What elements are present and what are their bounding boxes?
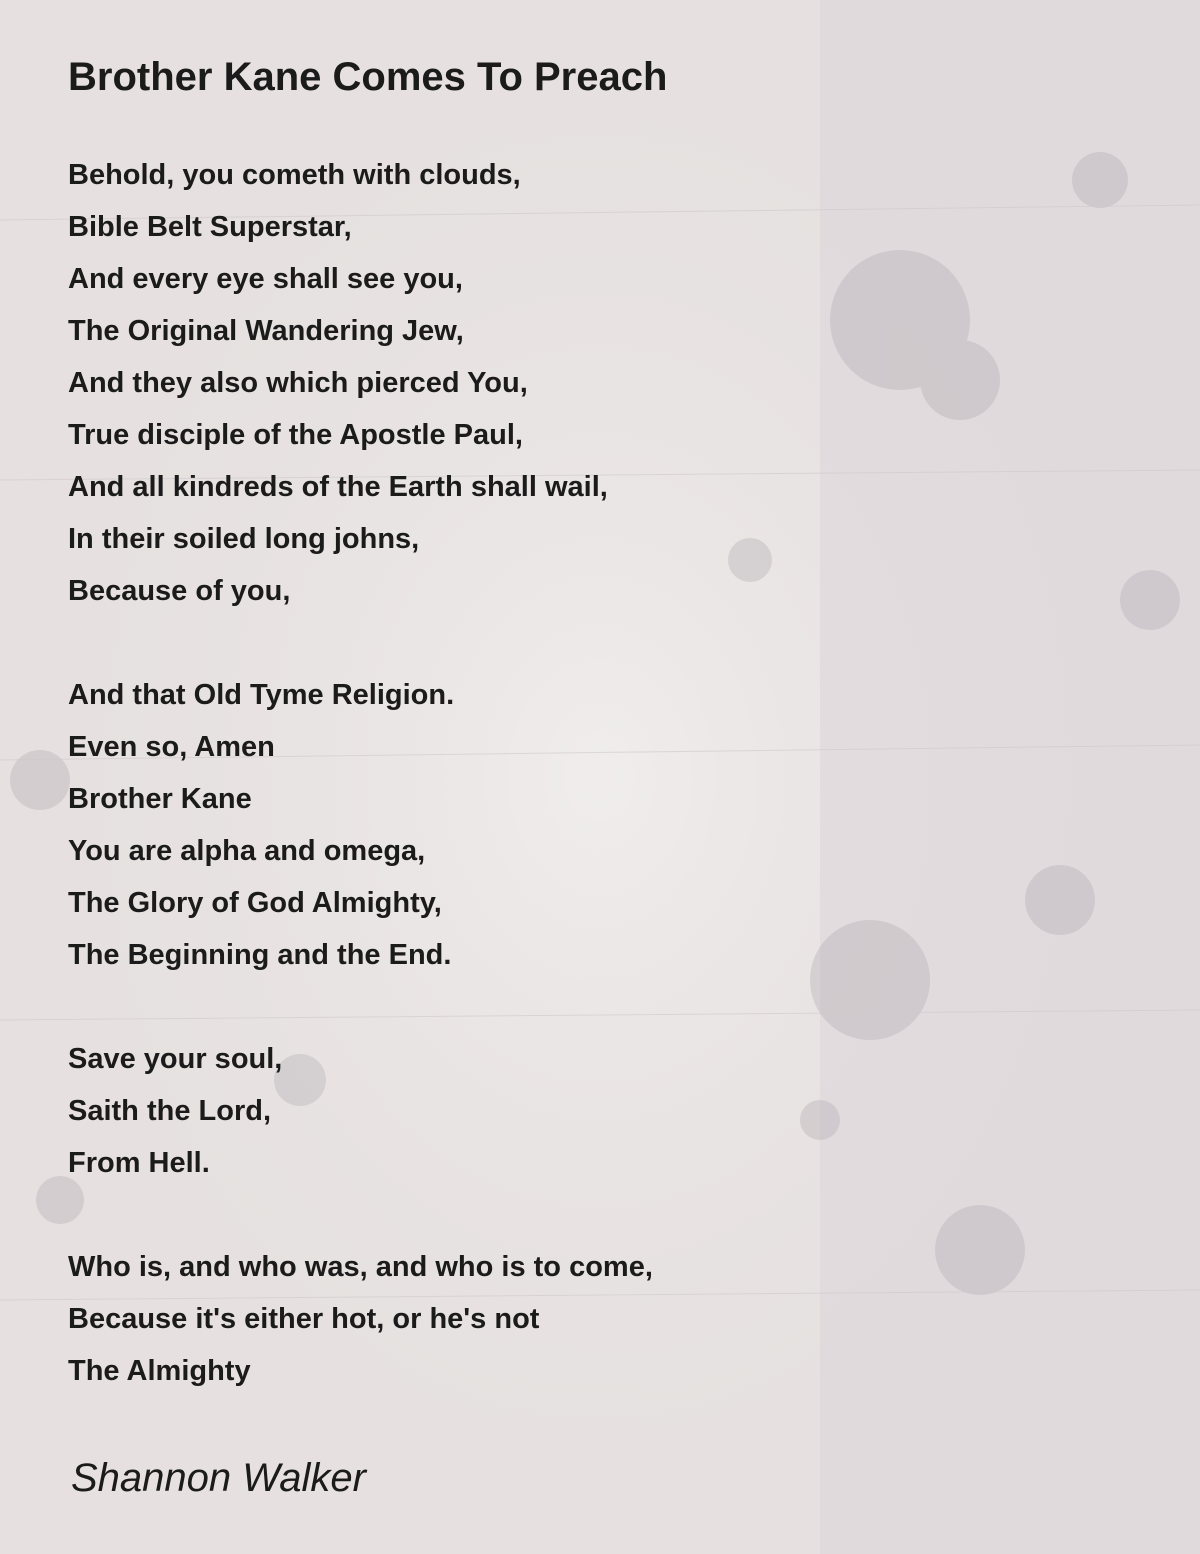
poem-line: Brother Kane: [68, 783, 252, 815]
poem-line: And every eye shall see you,: [68, 263, 463, 295]
poem-body: [68, 149, 653, 1449]
stanza-3: [68, 1033, 653, 1189]
poem-line: The Beginning and the End.: [68, 939, 452, 971]
poem-line: The Original Wandering Jew,: [68, 315, 464, 347]
poem-line: Saith the Lord,: [68, 1095, 271, 1127]
poem-line: And all kindreds of the Earth shall wail,: [68, 471, 608, 503]
poem-line: From Hell.: [68, 1147, 210, 1179]
poem-line: Bible Belt Superstar,: [68, 211, 352, 243]
stanza-4: [68, 1241, 653, 1397]
poem-line: Who is, and who was, and who is to come,: [68, 1251, 653, 1283]
poem-line: True disciple of the Apostle Paul,: [68, 419, 523, 451]
poem-line: And that Old Tyme Religion.: [68, 679, 455, 711]
poem-line: In their soiled long johns,: [68, 523, 420, 555]
stanza-1: [68, 149, 653, 617]
poem-line: Save your soul,: [68, 1043, 283, 1075]
poem-line: Because it's either hot, or he's not: [68, 1303, 540, 1335]
poem-line: The Almighty: [68, 1355, 251, 1387]
poem-line: Behold, you cometh with clouds,: [68, 159, 521, 191]
poem-line: The Glory of God Almighty,: [68, 887, 442, 919]
poem-title: Brother Kane Comes To Preach: [68, 55, 668, 99]
poem-line: Even so, Amen: [68, 731, 275, 763]
stanza-2: [68, 669, 653, 981]
poem-author: Shannon Walker: [71, 1456, 366, 1500]
poem-line: You are alpha and omega,: [68, 835, 426, 867]
poem-line: Because of you,: [68, 575, 291, 607]
poem-line: And they also which pierced You,: [68, 367, 528, 399]
